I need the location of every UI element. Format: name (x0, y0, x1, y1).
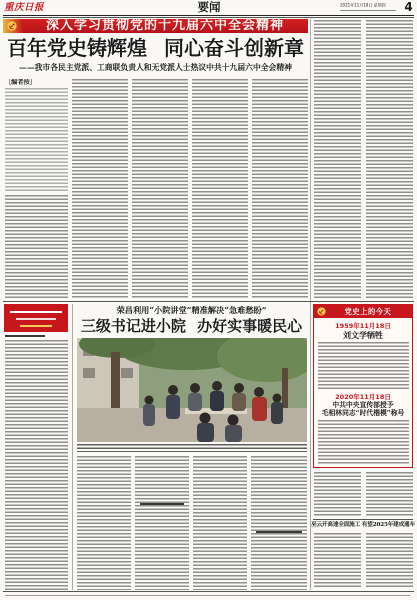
column-divider (72, 304, 73, 590)
masthead-rule-thin (3, 17, 414, 18)
photo-residents-courtyard (77, 338, 307, 442)
feature-article-headline: 三级书记进小院 办好实事暖民心 (80, 317, 303, 335)
lead-article-body-column (314, 20, 361, 299)
footer-rule (3, 591, 414, 592)
party-emblem-icon (317, 307, 326, 316)
topic-banner (3, 19, 308, 33)
feature-article-subhead (256, 531, 302, 533)
news-brief-headline: 巫云开高速全面施工 有望2025年建成通车 (311, 522, 415, 528)
party-emblem-icon (7, 21, 17, 31)
brief-body-column (366, 472, 413, 517)
footer-contact-line (5, 595, 410, 596)
masthead-rule-thick (3, 15, 414, 16)
left-article-body-column (5, 340, 68, 590)
lead-article-body-column (252, 79, 308, 299)
feature-article-kicker: 荣昌利用“小院讲堂”精准解决“急难愁盼” (116, 305, 267, 315)
history-entry-text (318, 420, 409, 465)
lead-article-body-column (366, 20, 413, 299)
column-logo-box (4, 304, 68, 332)
history-entry-date: 1959年11月18日 (335, 322, 391, 330)
editor-note-text (5, 88, 68, 191)
feature-article-subhead (140, 503, 184, 505)
page-number: 4 (404, 0, 413, 14)
lead-article-body-column (192, 79, 248, 299)
newspaper-logo: 重庆日报 (4, 2, 45, 13)
byline (5, 335, 45, 337)
lead-article-body-column (132, 79, 188, 299)
feature-article-body-column (77, 456, 131, 590)
history-entry-title: 中共中央宣传部授予 (332, 401, 394, 409)
news-brief-body-column (314, 533, 361, 589)
lead-article-subheadline: ——我市各民主党派、工商联负责人和无党派人士热议中共十九届六中全会精神 (19, 63, 292, 72)
section-title: 要闻 (197, 0, 221, 14)
party-history-today-box (313, 304, 413, 468)
brief-body-column (314, 472, 361, 517)
banner-text: 深入学习贯彻党的十九届六中全会精神 (45, 19, 284, 33)
lead-article-body-column (5, 195, 68, 299)
issue-date: 2021年11月18日 星期四 (340, 3, 386, 8)
feature-article-body-column (135, 456, 189, 590)
feature-article-body-column (193, 456, 247, 590)
history-entry-title: 毛相林同志“时代楷模”称号 (321, 409, 405, 417)
lead-article-headline: 百年党史铸辉煌 同心奋斗创新章 (7, 36, 304, 60)
history-entry-date: 2020年11月18日 (335, 393, 391, 401)
editor-credits-line (340, 10, 396, 11)
news-brief-body-column (366, 533, 413, 589)
lead-article-body-column (72, 79, 128, 299)
feature-article-body-column (251, 456, 307, 590)
section-divider (3, 301, 414, 302)
history-entry-title: 刘文学牺牲 (343, 330, 383, 340)
brief-divider (313, 519, 413, 520)
editor-note-label: ［编者按］ (5, 79, 36, 86)
history-box-title: 党史上的今天 (344, 307, 392, 316)
history-entry-text (318, 342, 409, 389)
column-divider (310, 19, 311, 590)
photo-caption (77, 444, 307, 452)
